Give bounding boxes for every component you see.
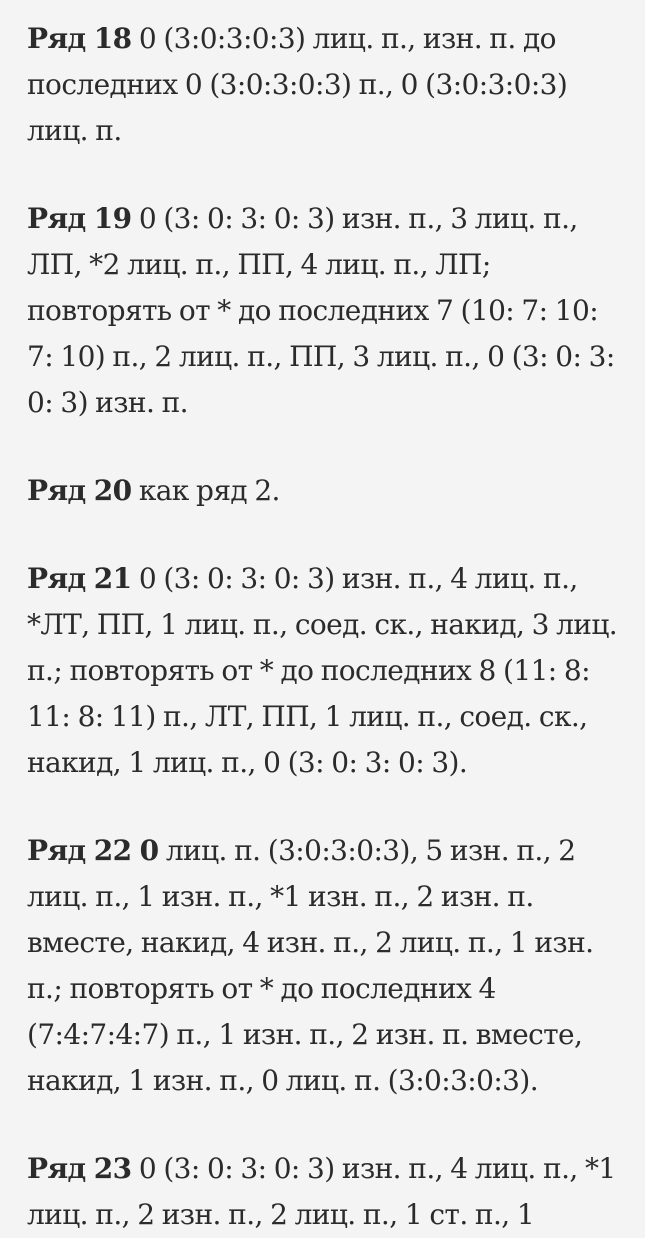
row-20-paragraph	[27, 468, 627, 514]
row-label: Ряд 20	[27, 474, 132, 507]
row-label: Ряд 18	[27, 22, 132, 55]
row-text: 0 (3:0:3:0:3) лиц. п., изн. п. до последних 0 (3:0:3:0:3) п., 0 (3:0:3:0:3) лиц. п.	[27, 22, 568, 147]
row-19-paragraph	[27, 196, 627, 426]
row-label: Ряд 21	[27, 562, 132, 595]
row-22-paragraph	[27, 828, 627, 1104]
row-text: 0 (3: 0: 3: 0: 3) изн. п., 4 лиц. п., *ЛТ, ПП, 1 лиц. п., соед. ск., накид, 3 лиц. п.; повторять от * до последних 8 (11: 8: 11: 8: 11) п., ЛТ, ПП, 1 лиц. п., соед. ск., накид, 1 лиц. п., 0 (3: 0: 3: 0: 3).	[27, 562, 618, 779]
row-text: лиц. п. (3:0:3:0:3), 5 изн. п., 2 лиц. п., 1 изн. п., *1 изн. п., 2 изн. п. вместе, накид, 4 изн. п., 2 лиц. п., 1 изн. п.; повторять от * до последних 4 (7:4:7:4:7) п., 1 изн. п., 2 изн. п. вместе, накид, 1 изн. п., 0 лиц. п. (3:0:3:0:3).	[27, 834, 594, 1097]
row-21-paragraph	[27, 556, 627, 786]
row-18-paragraph	[27, 16, 627, 154]
row-label: Ряд 19	[27, 202, 132, 235]
row-label: Ряд 23	[27, 1152, 132, 1185]
row-text: 0 (3: 0: 3: 0: 3) изн. п., 4 лиц. п., *1 лиц. п., 2 изн. п., 2 лиц. п., 1 ст. п., 1	[27, 1152, 616, 1231]
row-label: Ряд 22 0	[27, 834, 159, 867]
row-23-paragraph	[27, 1146, 627, 1238]
row-text: как ряд 2.	[131, 474, 280, 507]
row-text: 0 (3: 0: 3: 0: 3) изн. п., 3 лиц. п., ЛП, *2 лиц. п., ПП, 4 лиц. п., ЛП; повторять от * до последних 7 (10: 7: 10: 7: 10) п., 2 лиц. п., ПП, 3 лиц. п., 0 (3: 0: 3: 0: 3) изн. п.	[27, 202, 615, 419]
